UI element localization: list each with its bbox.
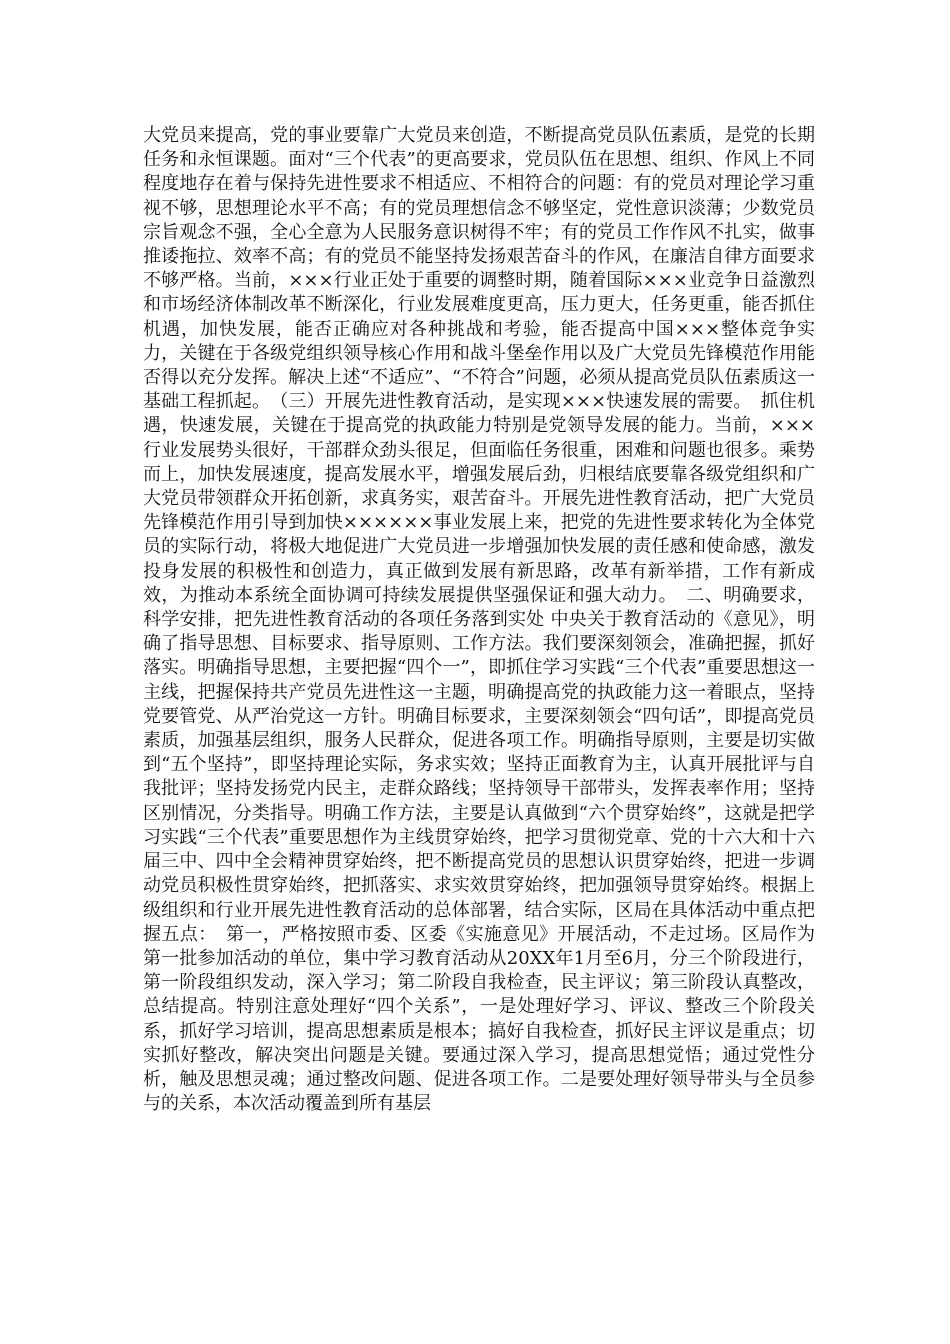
body-paragraph: 大党员来提高，党的事业要靠广大党员来创造，不断提高党员队伍素质，是党的长期任务和永恒课题。面对“三个代表”的更高要求，党员队伍在思想、组织、作风上不同程度地存在着与保持先进性要求不相适应、不相符合的问题：有的党员对理论学习重视不够，思想理论水平不高；有的党员理想信念不够坚定，党性意识淡薄；少数党员宗旨观念不强，全心全意为人民服务意识树得不牢；有的党员工作作风不扎实，做事推诿拖拉、效率不高；有的党员不能坚持发扬艰苦奋斗的作风，在廉洁自律方面要求不够严格。当前，×××行业正处于重要的调整时期，随着国际×××业竞争日益激烈和市场经济体制改革不断深化，行业发展难度更高，压力更大，任务更重，能否抓住机遇，加快发展，能否正确应对各种挑战和考验，能否提高中国×××整体竞争实力，关键在于各级党组织领导核心作用和战斗堡垒作用以及广大党员先锋模范作用能否得以充分发挥。解决上述“不适应”、“不符合”问题，必须从提高党员队伍素质这一基础工程抓起。 （三）开展先进性教育活动，是实现×××快速发展的需要。 抓住机遇，快速发展，关键在于提高党的执政能力特别是党领导发展的能力。当前，×××行业发展势头很好，干部群众劲头很足，但面临任务很重，困难和问题也很多。乘势而上，加快发展速度，提高发展水平，增强发展后劲，归根结底要靠各级党组织和广大党员带领群众开拓创新，求真务实，艰苦奋斗。开展先进性教育活动，把广大党员先锋模范作用引导到加快××××××事业发展上来，把党的先进性要求转化为全体党员的实际行动，将极大地促进广大党员进一步增强加快发展的责任感和使命感，激发投身发展的积极性和创造力，真正做到发展有新思路，改革有新举措，工作有新成效，为推动本系统全面协调可持续发展提供坚强保证和强大动力。 二、明确要求，科学安排，把先进性教育活动的各项任务落到实处 中央关于教育活动的《意见》，明确了指导思想、目标要求、指导原则、工作方法。我们要深刻领会，准确把握，抓好落实。明确指导思想，主要把握“四个一”，即抓住学习实践“三个代表”重要思想这一主线，把握保持共产党员先进性这一主题，明确提高党的执政能力这一着眼点，坚持党要管党、从严治党这一方针。明确目标要求，主要深刻领会“四句话”，即提高党员素质，加强基层组织，服务人民群众，促进各项工作。明确指导原则，主要是切实做到“五个坚持”，即坚持理论实际，务求实效；坚持正面教育为主，认真开展批评与自我批评；坚持发扬党内民主，走群众路线；坚持领导干部带头，发挥表率作用；坚持区别情况，分类指导。明确工作方法，主要是认真做到“六个贯穿始终”，这就是把学习实践“三个代表”重要思想作为主线贯穿始终，把学习贯彻党章、党的十六大和十六届三中、四中全会精神贯穿始终，把不断提高党员的思想认识贯穿始终，把进一步调动党员积极性贯穿始终，把抓落实、求实效贯穿始终，把加强领导贯穿始终。根据上级组织和行业开展先进性教育活动的总体部署，结合实际，区局在具体活动中重点把握五点： 第一，严格按照市委、区委《实施意见》开展活动，不走过场。区局作为第一批参加活动的单位，集中学习教育活动从20XX年1月至6月，分三个阶段进行，第一阶段组织发动，深入学习；第二阶段自我检查，民主评议；第三阶段认真整改，总结提高。特别注意处理好“四个关系”，一是处理好学习、评议、整改三个阶段关系，抓好学习培训，提高思想素质是根本；搞好自我检查，抓好民主评议是重点；切实抓好整改，解决突出问题是关键。要通过深入学习，提高思想觉悟；通过党性分析，触及思想灵魂；通过整改问题、促进各项工作。二是要处理好领导带头与全员参与的关系，本次活动覆盖到所有基层	[143, 125, 815, 1115]
